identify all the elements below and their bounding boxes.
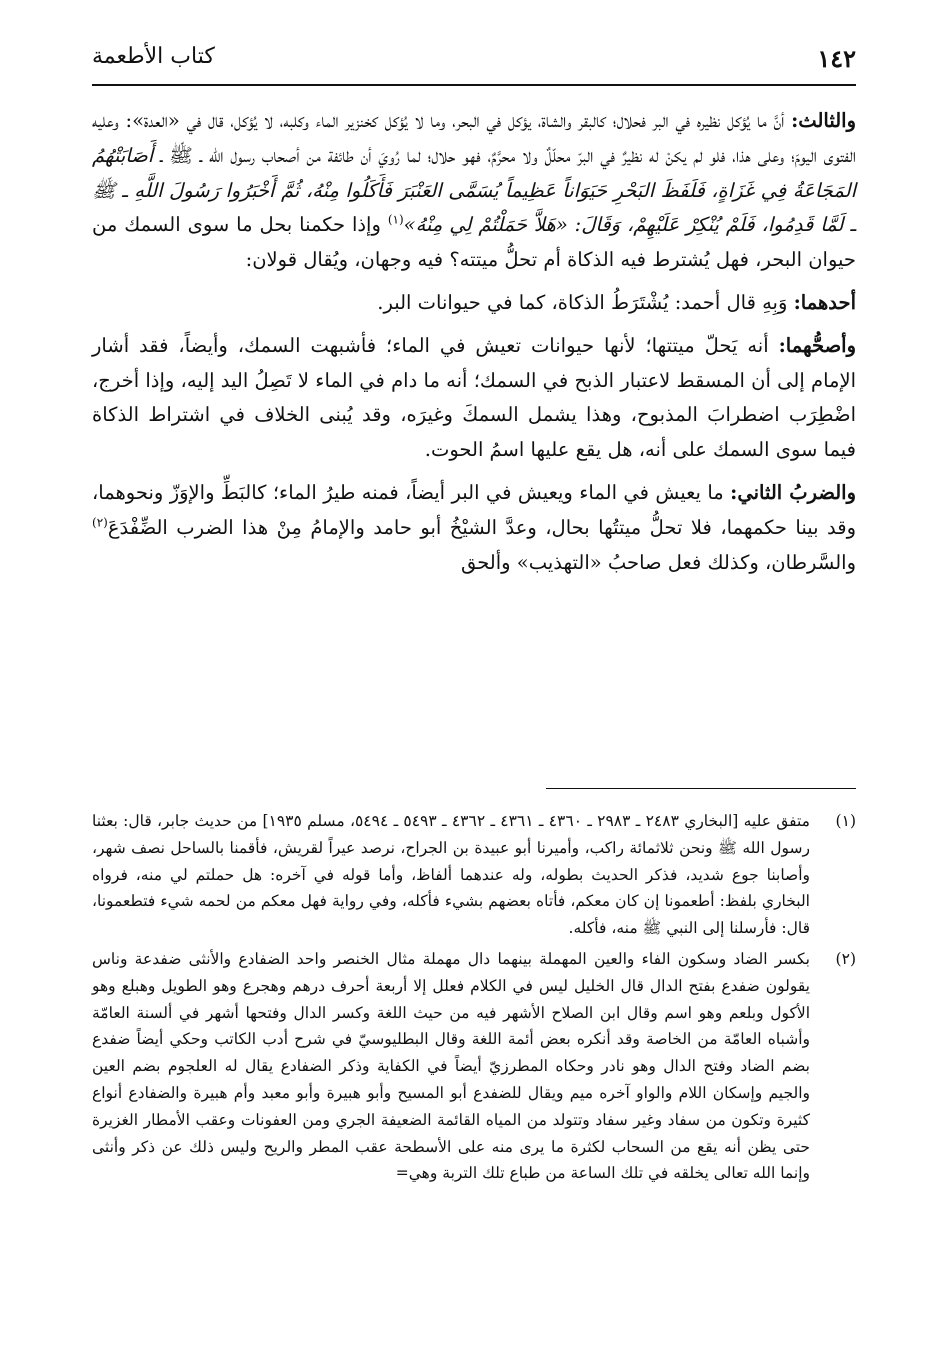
paragraph-lead: والضربُ الثاني: [730,480,857,504]
paragraph-text: وإذا حكمنا بحل ما سوى السمك من حيوان البحر، فهل يُشترط فيه الذكاة أم تحلُّ ميتته؟ فيه وجهان، ويُقال قولان: [92,213,856,272]
page-number: ١٤٢ [817,44,856,73]
footnote-marker-1: (١) [387,212,404,227]
paragraph-correct-opinion [92,329,856,468]
paragraph-text: أنَّ ما يُؤكل نظيره في البر فحلال؛ كالبقر والشاة، يؤكل في البحر، وما لا يُؤكل كخنزير الماء وكلبه، لا يُؤكل، قال في «العدة»: وعليه الفتوى اليومَ؛ وعلى هذا، فلو لم يكنْ له نظيرٌ في البرّ محلّلٌ ولا محرَّمٌ، فهو حلال؛ لما رُويَ أن طائفة من أصحاب رسول الله ـ ﷺ ـ [92,109,856,167]
footnote [92,808,856,942]
paragraph-text: أنه يَحلّ ميتتها؛ لأنها حيوانات تعيش في الماء؛ فأشبهت السمك، وأيضاً، فقد أشار الإمام إلى أن المسقط لاعتبار الذبح في السمك؛ أنه ما دام في الماء لا تَصِلُ اليد إليه، وإذا أخرج، اضْطِرَب اضطرابَ المذبوح، وهذا يشمل السمكَ وغيرَه، وقد يُبنى الخلاف في اشتراط الذكاة فيما سوى السمك على أنه، هل يقع عليها اسمُ الحوت. [92,333,856,462]
footnote-text: متفق عليه [البخاري ٢٤٨٣ ـ ٢٩٨٣ ـ ٤٣٦٠ ـ ٤٣٦١ ـ ٤٣٦٢ ـ ٥٤٩٣ ـ ٥٤٩٤، مسلم ١٩٣٥] من حديث جابر، قال: بعثنا رسول الله ﷺ ونحن ثلاثمائة راكب، وأميرنا أبو عبيدة بن الجراح، نرصد عيراً لقريش، فأقمنا بالساحل نصف شهر، وأصابنا جوع شديد، فذكر الحديث بطوله، وله عندهما ألفاظ، وأما قوله في آخره: هل حملتم لي منه، فرواه البخاري بلفظ: أطعمونا إن كان معكم، فأتاه بعضهم بشيء فأكله، وفي رواية فهل معكم من لحمه شيء فتطعمونا، قال: فأرسلنا إلى النبي ﷺ منه، فأكله. [92,812,810,938]
footnote [92,946,856,1187]
paragraph-second-type [92,476,856,580]
paragraph-text: والسَّرطان، وكذلك فعل صاحبُ «التهذيب» وألحق [460,550,856,574]
paragraph-text: ما يعيش في الماء ويعيش في البر أيضاً، فمنه طيرُ الماء؛ كالبَطِّ والإوَزّ ونحوهما، وقد بينا حكمهما، فلا تحلُّ ميتتُها بحال، وعدَّ الشيْخُ أبو حامد والإمامُ مِنْ هذا الضرب الضِّفْدَعَ [92,480,856,539]
footnote-text: بكسر الضاد وسكون الفاء والعين المهملة بينهما دال مهملة مثال الخنصر واحد الضفادع والأنثى ضفدعة وناس يقولون ضفدع بفتح الدال قال الخليل ليس في الكلام فعلل إلا أربعة أحرف درهم وهجرع وهو الطويل وهبلع وهو الأكول وبلعم وهو اسم وقال ابن الصلاح الأشهر فيه من حيث اللغة وكسر الدال وفتحها أشهر في ألسنة العامّة وأشباه العامّة من الخاصة وقد أنكره بعض أئمة اللغة وقال البطليوسيّ في شرح أدب الكاتب وحكي أيضاً ضفدع بضم الضاد وفتح الدال وهو نادر وحكاه المطرزيّ أيضاً في الكفاية وذكر الضفادع يقال له العلجوم بضم العين والجيم وإسكان اللام والواو آخره ميم ويقال للضفدع أبو المسيح وأبو هبيرة وأبو معبد وأم هبيرة والضفادع أنواع كثيرة وتكون من سفاد وغير سفاد وتتولد من المياه القائمة الضعيفة الجري ومن العفونات وعقب الأمطار الغزيرة حتى يظن أنه يقع من السحاب لكثرة ما يرى منه على الأسطحة عقب المطر والريح وليس ذلك عن ذكر وأنثى وإنما الله تعالى يخلقه في تلك الساعة من طباع تلك التربة وهي= [92,949,810,1183]
paragraph-first-opinion [92,286,856,321]
hadith-quote: أَصَابَتْهُمُ المَجَاعَةُ فِي غَزَاةٍ، فَلَفَظَ البَحْرِ حَيَوَاناً عَظِيماً يُسَمَّى العَنْبَرَ فَأَكَلُوا مِنْهُ، ثُمَّ أَخْبَرُوا رَسُولَ اللَّهِ ـ ﷺ ـ لَمَّا قَدِمُوا، فَلَمْ يُنْكِرْ عَلَيْهِمْ، وَقَالَ: «هَلاَّ حَمَلْتُمْ لِي مِنْهُ» [92,143,857,237]
footnote-divider [546,788,856,789]
paragraph-text: وَبِهِ قال أحمد: يُشْتَرَطُ الذكاة، كما في حيوانات البر. [377,290,794,314]
paragraph-lead: أحدهما: [793,290,856,314]
main-text [92,104,856,580]
paragraph-lead: وأصحُّهما: [778,333,856,357]
footnotes [92,808,856,1191]
book-title: كتاب الأطعمة [92,44,215,69]
footnote-number: (١) [835,812,856,830]
paragraph-third-category [92,104,856,278]
page-header [92,40,856,76]
header-divider [92,84,856,86]
footnote-marker-2: (٢) [92,515,108,530]
footnote-number: (٢) [835,949,856,968]
paragraph-lead: والثالث: [791,109,856,132]
